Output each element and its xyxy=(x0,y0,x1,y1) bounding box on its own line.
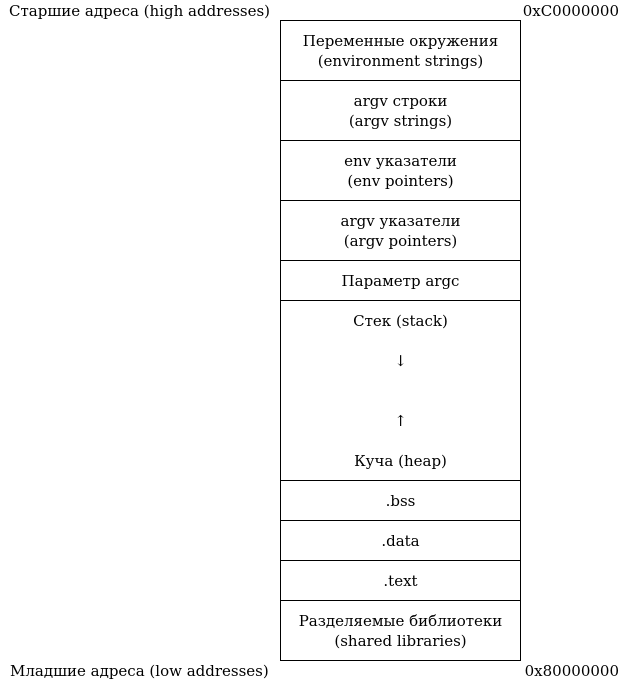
argv-pointers-sublabel: (argv pointers) xyxy=(343,231,458,250)
bss-segment xyxy=(281,481,520,521)
low-address-value: 0x80000000 xyxy=(524,662,619,680)
heap-label: Куча (heap) xyxy=(354,452,447,470)
shared-libs-sublabel: (shared libraries) xyxy=(334,631,467,650)
argv-strings-sublabel: (argv strings) xyxy=(348,111,453,130)
env-pointers-sublabel: (env pointers) xyxy=(347,171,454,190)
shared-libs-segment xyxy=(281,601,520,661)
text-segment xyxy=(281,561,520,601)
memory-layout-diagram xyxy=(280,20,521,661)
data-segment xyxy=(281,521,520,561)
stack-label: Стек (stack) xyxy=(353,312,448,330)
argv-pointers-segment xyxy=(281,201,520,261)
high-address-value: 0xC0000000 xyxy=(522,2,619,20)
env-strings-label: Переменные окружения xyxy=(302,31,499,50)
env-strings-sublabel: (environment strings) xyxy=(317,51,484,70)
argc-label: Параметр argc xyxy=(341,271,460,290)
low-addresses-label: Младшие адреса (low addresses) xyxy=(10,662,269,680)
high-addresses-label: Старшие адреса (high addresses) xyxy=(9,2,271,20)
env-pointers-segment xyxy=(281,141,520,201)
argv-strings-label: argv строки xyxy=(353,91,448,110)
argv-strings-segment xyxy=(281,81,520,141)
arrow-down-icon: ↓ xyxy=(394,352,407,370)
shared-libs-label: Разделяемые библиотеки xyxy=(298,611,503,630)
arrow-up-icon: ↑ xyxy=(394,412,407,430)
argv-pointers-label: argv указатели xyxy=(340,211,461,230)
env-pointers-label: env указатели xyxy=(344,151,457,170)
data-label: .data xyxy=(381,531,420,550)
bss-label: .bss xyxy=(385,491,416,510)
argc-segment xyxy=(281,261,520,301)
env-strings-segment xyxy=(281,21,520,81)
stack-heap-segment xyxy=(281,301,520,481)
text-label: .text xyxy=(383,571,418,590)
